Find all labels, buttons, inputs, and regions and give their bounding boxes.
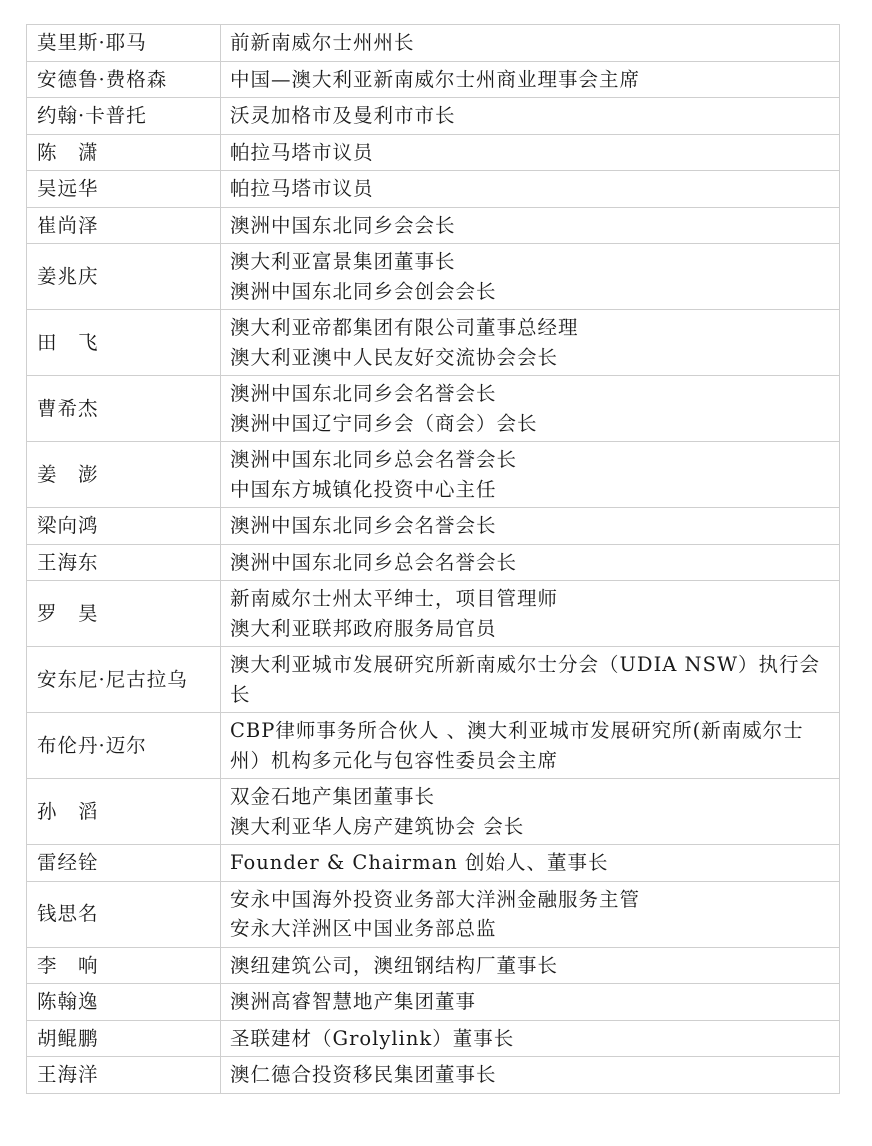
table-row — [27, 984, 840, 1021]
role-line: 澳大利亚华人房产建筑协会 会长 — [230, 814, 525, 838]
role-line: 澳大利亚城市发展研究所新南威尔士分会（UDIA NSW）执行会长 — [230, 653, 821, 706]
role-line: 安永大洋洲区中国业务部总监 — [230, 917, 497, 940]
role-line: 帕拉马塔市议员 — [230, 177, 374, 200]
person-roles — [221, 134, 840, 171]
table-row — [27, 508, 840, 545]
person-name: 罗 昊 — [27, 581, 221, 647]
table-row — [27, 207, 840, 244]
table-row — [27, 310, 840, 376]
roster-sheet — [26, 24, 839, 1094]
person-roles — [221, 544, 840, 581]
table-row — [27, 442, 840, 508]
role-line: 中国—澳大利亚新南威尔士州商业理事会主席 — [230, 67, 641, 91]
person-name: 王海洋 — [27, 1057, 221, 1094]
table-row — [27, 244, 840, 310]
role-line: 澳大利亚澳中人民友好交流协会会长 — [230, 345, 559, 369]
person-name: 雷经铨 — [27, 845, 221, 882]
role-line: 双金石地产集团董事长 — [230, 785, 436, 808]
role-line: 圣联建材（Grolylink）董事长 — [230, 1026, 515, 1050]
person-roles — [221, 881, 840, 947]
person-roles — [221, 98, 840, 135]
person-roles — [221, 171, 840, 208]
person-roles — [221, 310, 840, 376]
person-name: 约翰·卡普托 — [27, 98, 221, 135]
person-name: 布伦丹·迈尔 — [27, 713, 221, 779]
person-roles — [221, 1057, 840, 1094]
person-roles — [221, 845, 840, 882]
role-line: 新南威尔士州太平绅士，项目管理师 — [230, 587, 559, 610]
person-name: 梁向鸿 — [27, 508, 221, 545]
person-name: 安德鲁·费格森 — [27, 61, 221, 98]
table-row — [27, 544, 840, 581]
person-name: 莫里斯·耶马 — [27, 25, 221, 62]
person-name: 陈翰逸 — [27, 984, 221, 1021]
table-row — [27, 845, 840, 882]
table-row — [27, 98, 840, 135]
person-roles — [221, 508, 840, 545]
table-row — [27, 881, 840, 947]
person-name: 钱思名 — [27, 881, 221, 947]
role-line: 澳大利亚帝都集团有限公司董事总经理 — [230, 316, 579, 339]
role-line: 沃灵加格市及曼利市市长 — [230, 104, 456, 127]
table-row — [27, 947, 840, 984]
role-line: 澳洲中国东北同乡会创会会长 — [230, 279, 497, 303]
role-line: 澳洲中国辽宁同乡会（商会）会长 — [230, 411, 538, 435]
role-line: 帕拉马塔市议员 — [230, 140, 374, 164]
role-line: 澳洲中国东北同乡总会名誉会长 — [230, 448, 518, 471]
table-row — [27, 581, 840, 647]
person-name: 姜 澎 — [27, 442, 221, 508]
role-line: 澳洲中国东北同乡会名誉会长 — [230, 382, 497, 405]
person-name: 李 响 — [27, 947, 221, 984]
role-line: 澳洲高睿智慧地产集团董事 — [230, 990, 477, 1013]
table-row — [27, 1057, 840, 1094]
role-line: 澳洲中国东北同乡会会长 — [230, 213, 456, 237]
role-line: 澳纽建筑公司，澳纽钢结构厂董事长 — [230, 953, 559, 977]
person-roles — [221, 25, 840, 62]
person-roles — [221, 581, 840, 647]
person-roles — [221, 61, 840, 98]
person-name: 孙 滔 — [27, 779, 221, 845]
table-row — [27, 779, 840, 845]
role-line: 澳大利亚联邦政府服务局官员 — [230, 616, 497, 640]
person-name: 陈 潇 — [27, 134, 221, 171]
person-roles — [221, 713, 840, 779]
person-roles — [221, 376, 840, 442]
person-roles — [221, 207, 840, 244]
person-roles — [221, 947, 840, 984]
role-line: 安永中国海外投资业务部大洋洲金融服务主管 — [230, 887, 641, 911]
table-row — [27, 713, 840, 779]
person-name: 崔尚泽 — [27, 207, 221, 244]
table-row — [27, 171, 840, 208]
person-name: 曹希杰 — [27, 376, 221, 442]
person-roles — [221, 1020, 840, 1057]
person-roles — [221, 984, 840, 1021]
person-roles — [221, 442, 840, 508]
person-name: 安东尼·尼古拉乌 — [27, 647, 221, 713]
table-row — [27, 376, 840, 442]
role-line: 前新南威尔士州州长 — [230, 31, 415, 54]
table-row — [27, 25, 840, 62]
role-line: 澳仁德合投资移民集团董事长 — [230, 1063, 497, 1086]
person-name: 姜兆庆 — [27, 244, 221, 310]
role-line: 澳大利亚富景集团董事长 — [230, 250, 456, 273]
role-line: 澳洲中国东北同乡会名誉会长 — [230, 514, 497, 537]
roster-body — [27, 25, 840, 1094]
person-roles — [221, 244, 840, 310]
role-line: 澳洲中国东北同乡总会名誉会长 — [230, 550, 518, 574]
roster-table — [26, 24, 840, 1094]
person-name: 胡鲲鹏 — [27, 1020, 221, 1057]
person-roles — [221, 779, 840, 845]
role-line: Founder & Chairman 创始人、董事长 — [230, 851, 609, 874]
person-name: 王海东 — [27, 544, 221, 581]
table-row — [27, 61, 840, 98]
role-line: 中国东方城镇化投资中心主任 — [230, 477, 497, 501]
table-row — [27, 1020, 840, 1057]
person-name: 田 飞 — [27, 310, 221, 376]
person-name: 吴远华 — [27, 171, 221, 208]
role-line: CBP律师事务所合伙人 、澳大利亚城市发展研究所(新南威尔士州）机构多元化与包容性委员会主席 — [230, 719, 804, 772]
table-row — [27, 647, 840, 713]
person-roles — [221, 647, 840, 713]
table-row — [27, 134, 840, 171]
